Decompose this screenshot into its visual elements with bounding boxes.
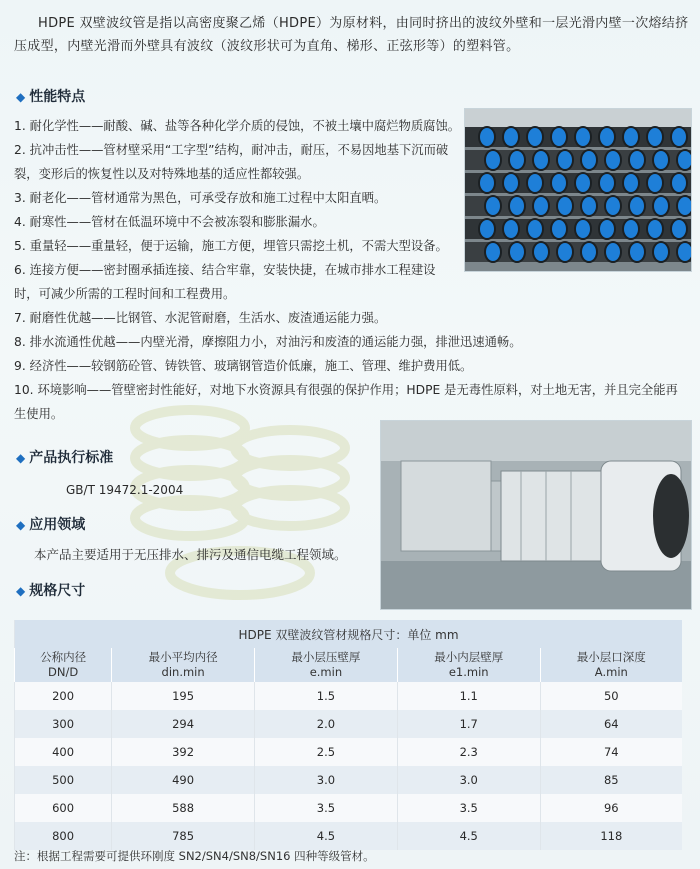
table-cell: 4.5 xyxy=(255,822,398,850)
application-text: 本产品主要适用于无压排水、排污及通信电缆工程领域。 xyxy=(34,547,347,562)
feature-item: 9. 经济性——较钢筋砼管、铸铁管、玻璃钢管造价低廉，施工、管理、维护费用低。 xyxy=(14,359,473,373)
table-cell: 300 xyxy=(15,710,112,738)
diamond-bullet-icon: ◆ xyxy=(16,451,26,465)
table-row xyxy=(15,766,683,794)
application-heading xyxy=(16,514,85,534)
pipes-stack-photo xyxy=(464,108,692,272)
spec-title: 规格尺寸 xyxy=(29,583,86,599)
table-cell: 50 xyxy=(540,682,682,710)
intro-paragraph: HDPE 双壁波纹管是指以高密度聚乙烯（HDPE）为原材料，由同时挤出的波纹外壁和一层光滑内壁一次熔结挤压成型，内壁光滑而外壁具有波纹（波纹形状可为直角、梯形、正弦形等）的塑料管。 xyxy=(14,16,689,54)
table-cell: 3.5 xyxy=(255,794,398,822)
table-cell: 2.3 xyxy=(397,738,540,766)
features-title: 性能特点 xyxy=(29,89,86,105)
table-row xyxy=(15,822,683,850)
table-cell: 96 xyxy=(540,794,682,822)
feature-item: 7. 耐磨性优越——比钢管、水泥管耐磨，生活水、废渣通运能力强。 xyxy=(14,311,387,325)
header-min-mean-inner-diameter: 最小平均内径 din.min xyxy=(112,648,255,682)
table-cell: 2.5 xyxy=(255,738,398,766)
feature-item: 3. 耐老化——管材通常为黑色，可承受存放和施工过程中太阳直晒。 xyxy=(14,191,387,205)
header-min-socket-depth: 最小层口深度 A.min xyxy=(540,648,682,682)
feature-item: 10. 环境影响——管壁密封性能好，对地下水资源具有很强的保护作用；HDPE 是无毒性原料，对土地无害，并且完全能再生使用。 xyxy=(14,383,678,421)
table-cell: 3.0 xyxy=(397,766,540,794)
table-caption: HDPE 双壁波纹管材规格尺寸：单位 mm xyxy=(15,620,683,648)
diamond-bullet-icon: ◆ xyxy=(16,518,26,532)
table-cell: 1.5 xyxy=(255,682,398,710)
table-cell: 600 xyxy=(15,794,112,822)
diamond-bullet-icon: ◆ xyxy=(16,584,26,598)
table-cell: 64 xyxy=(540,710,682,738)
table-cell: 785 xyxy=(112,822,255,850)
feature-item: 8. 排水流通性优越——内壁光滑，摩擦阻力小，对油污和废渣的通运能力强，排泄迅速通畅。 xyxy=(14,335,522,349)
table-cell: 294 xyxy=(112,710,255,738)
table-row xyxy=(15,738,683,766)
table-cell: 85 xyxy=(540,766,682,794)
diamond-bullet-icon: ◆ xyxy=(16,90,26,104)
header-min-inner-wall: 最小内层壁厚 e1.min xyxy=(397,648,540,682)
spec-table xyxy=(14,620,682,850)
footnote: 注：根据工程需要可提供环刚度 SN2/SN4/SN8/SN16 四种等级管材。 xyxy=(14,849,375,863)
standard-heading xyxy=(16,447,113,467)
table-cell: 490 xyxy=(112,766,255,794)
standard-title: 产品执行标准 xyxy=(29,450,114,466)
table-cell: 118 xyxy=(540,822,682,850)
table-cell: 400 xyxy=(15,738,112,766)
standard-code: GB/T 19472.1-2004 xyxy=(66,483,184,497)
header-nominal-diameter: 公称内径 DN/D xyxy=(15,648,112,682)
table-cell: 2.0 xyxy=(255,710,398,738)
table-row xyxy=(15,794,683,822)
pipe-rings-illustration xyxy=(120,388,360,608)
table-cell: 800 xyxy=(15,822,112,850)
feature-item: 4. 耐寒性——管材在低温环境中不会被冻裂和膨胀漏水。 xyxy=(14,215,325,229)
table-cell: 1.1 xyxy=(397,682,540,710)
table-cell: 200 xyxy=(15,682,112,710)
table-cell: 74 xyxy=(540,738,682,766)
application-title: 应用领域 xyxy=(29,517,86,533)
table-cell: 3.5 xyxy=(397,794,540,822)
table-cell: 3.0 xyxy=(255,766,398,794)
table-cell: 588 xyxy=(112,794,255,822)
production-line-photo xyxy=(380,420,692,610)
table-cell: 500 xyxy=(15,766,112,794)
table-cell: 1.7 xyxy=(397,710,540,738)
table-cell: 195 xyxy=(112,682,255,710)
table-cell: 4.5 xyxy=(397,822,540,850)
features-heading xyxy=(16,86,85,106)
table-cell: 392 xyxy=(112,738,255,766)
feature-item: 6. 连接方便——密封圈承插连接、结合牢靠，安装快捷，在城市排水工程建设时，可减少所需的工程时间和工程费用。 xyxy=(14,263,436,301)
spec-heading xyxy=(16,580,85,600)
feature-item: 2. 抗冲击性——管材壁采用“工字型”结构，耐冲击，耐压，不易因地基下沉而破裂，变形后的恢复性以及对特殊地基的适应性都较强。 xyxy=(14,143,449,181)
table-header-row xyxy=(15,648,683,682)
table-row xyxy=(15,682,683,710)
table-row xyxy=(15,710,683,738)
feature-item: 1. 耐化学性——耐酸、碱、盐等各种化学介质的侵蚀，不被土壤中腐烂物质腐蚀。 xyxy=(14,119,461,133)
header-min-laminated-wall: 最小层压壁厚 e.min xyxy=(255,648,398,682)
feature-item: 5. 重量轻——重量轻，便于运输，施工方便，埋管只需挖土机，不需大型设备。 xyxy=(14,239,448,253)
